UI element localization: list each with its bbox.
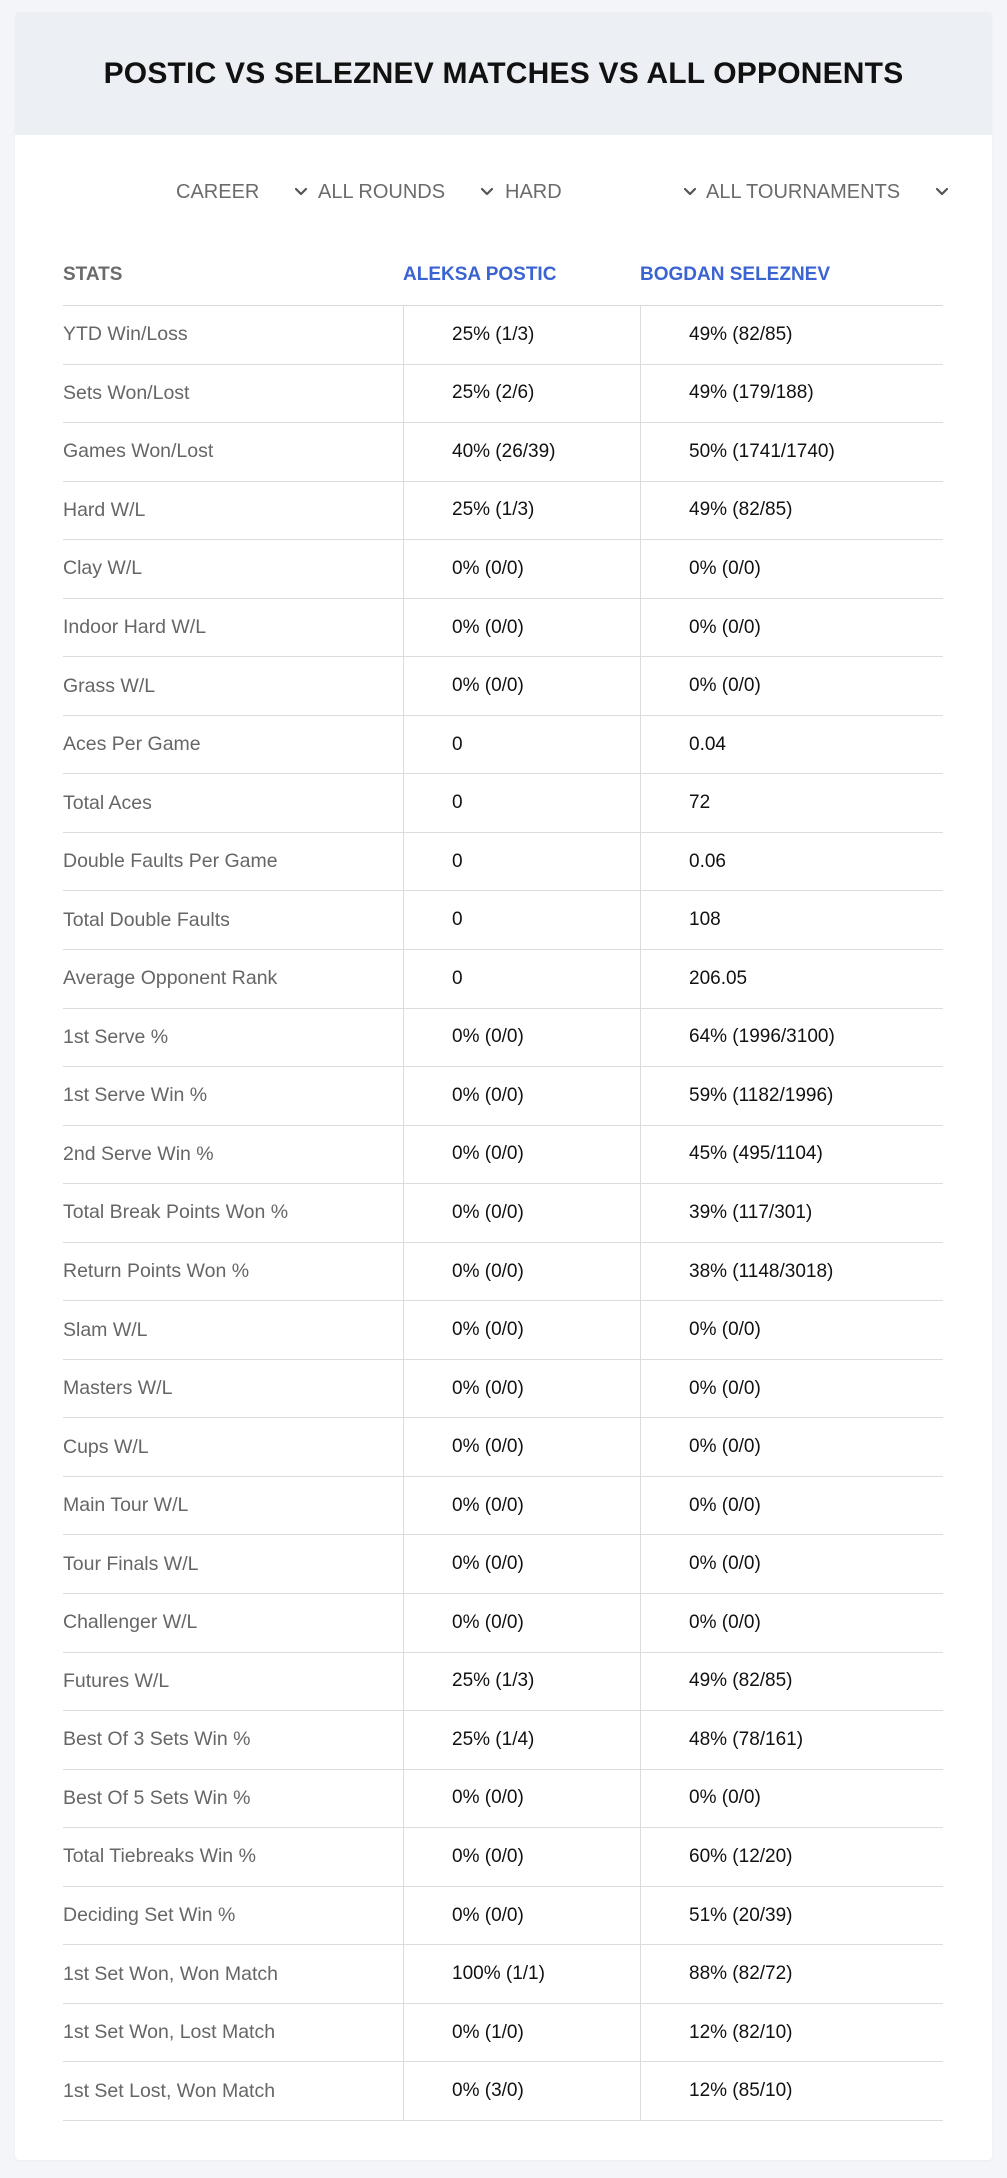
stat-label: 1st Serve Win %	[63, 1084, 208, 1107]
player1-value: 0% (0/0)	[403, 1770, 640, 1828]
table-row	[63, 1301, 943, 1360]
page-title: POSTIC VS SELEZNEV MATCHES VS ALL OPPONENTS	[103, 56, 904, 90]
table-row	[63, 1535, 943, 1594]
player2-value: 108	[640, 891, 943, 949]
stat-label: Total Tiebreaks Win %	[63, 1845, 256, 1868]
table-row	[63, 1184, 943, 1243]
table-row	[63, 833, 943, 892]
player2-value: 0% (0/0)	[640, 1301, 943, 1359]
stat-label: 1st Set Won, Lost Match	[63, 2021, 276, 2044]
player1-value: 0% (0/0)	[403, 1828, 640, 1886]
filter-bar	[15, 172, 992, 212]
table-row	[63, 1653, 943, 1712]
player1-value: 0% (0/0)	[403, 1887, 640, 1945]
table-row	[63, 1945, 943, 2004]
player2-value: 0% (0/0)	[640, 1360, 943, 1418]
player2-value: 88% (82/72)	[640, 1945, 943, 2003]
table-header	[63, 244, 943, 306]
stat-label: Slam W/L	[63, 1318, 148, 1341]
stat-label: Clay W/L	[63, 557, 143, 580]
player2-value: 49% (82/85)	[640, 482, 943, 540]
chevron-down-icon	[679, 181, 701, 203]
player2-value: 50% (1741/1740)	[640, 423, 943, 481]
player2-value: 64% (1996/3100)	[640, 1009, 943, 1067]
rounds-filter-label: ALL ROUNDS	[318, 180, 446, 203]
player1-value: 0% (0/0)	[403, 540, 640, 598]
table-row	[63, 482, 943, 541]
player1-value: 0% (0/0)	[403, 1301, 640, 1359]
player2-value: 38% (1148/3018)	[640, 1243, 943, 1301]
table-row	[63, 1477, 943, 1536]
stat-label: Total Double Faults	[63, 908, 230, 931]
player1-value: 0% (3/0)	[403, 2062, 640, 2120]
player1-value: 0% (0/0)	[403, 657, 640, 715]
stat-label: Challenger W/L	[63, 1611, 198, 1634]
player2-value: 51% (20/39)	[640, 1887, 943, 1945]
player1-value: 0% (0/0)	[403, 1594, 640, 1652]
stat-label: Total Aces	[63, 791, 152, 814]
career-filter-label: CAREER	[176, 180, 260, 203]
stat-label: Sets Won/Lost	[63, 381, 190, 404]
player2-value: 60% (12/20)	[640, 1828, 943, 1886]
table-row	[63, 1009, 943, 1068]
table-row	[63, 1770, 943, 1829]
player1-column-header[interactable]: ALEKSA POSTIC	[403, 263, 557, 285]
player1-value: 0% (0/0)	[403, 1126, 640, 1184]
table-row	[63, 1126, 943, 1185]
table-row	[63, 365, 943, 424]
player1-value: 0% (0/0)	[403, 1477, 640, 1535]
player2-value: 0% (0/0)	[640, 1594, 943, 1652]
stat-label: Return Points Won %	[63, 1260, 250, 1283]
player2-value: 0% (0/0)	[640, 1770, 943, 1828]
stat-label: Deciding Set Win %	[63, 1904, 236, 1927]
player2-value: 48% (78/161)	[640, 1711, 943, 1769]
table-row	[63, 1067, 943, 1126]
player1-value: 0	[403, 950, 640, 1008]
stat-label: Games Won/Lost	[63, 440, 214, 463]
player2-value: 12% (82/10)	[640, 2004, 943, 2062]
table-row	[63, 599, 943, 658]
tournaments-filter-label: ALL TOURNAMENTS	[706, 180, 901, 203]
chevron-down-icon	[290, 181, 312, 203]
player2-value: 45% (495/1104)	[640, 1126, 943, 1184]
player1-value: 0% (1/0)	[403, 2004, 640, 2062]
stat-label: Best Of 5 Sets Win %	[63, 1786, 251, 1809]
player1-value: 25% (1/4)	[403, 1711, 640, 1769]
stat-label: Masters W/L	[63, 1377, 173, 1400]
player2-value: 0% (0/0)	[640, 540, 943, 598]
player2-value: 0.04	[640, 716, 943, 774]
player1-value: 40% (26/39)	[403, 423, 640, 481]
table-row	[63, 1594, 943, 1653]
player2-column-header[interactable]: BOGDAN SELEZNEV	[640, 263, 831, 285]
player1-value: 25% (1/3)	[403, 1653, 640, 1711]
player2-value: 0% (0/0)	[640, 1535, 943, 1593]
stat-label: Indoor Hard W/L	[63, 616, 207, 638]
table-row	[63, 657, 943, 716]
stats-table	[63, 244, 943, 2121]
stat-label: Best Of 3 Sets Win %	[63, 1728, 251, 1751]
player1-value: 0	[403, 716, 640, 774]
player1-value: 0% (0/0)	[403, 599, 640, 657]
stats-column-header: STATS	[63, 263, 123, 285]
table-row	[63, 1711, 943, 1770]
player1-value: 0	[403, 774, 640, 832]
player2-value: 49% (179/188)	[640, 365, 943, 423]
player2-value: 0.06	[640, 833, 943, 891]
player2-value: 72	[640, 774, 943, 832]
player1-value: 0	[403, 833, 640, 891]
player1-value: 25% (1/3)	[403, 482, 640, 540]
stat-label: Main Tour W/L	[63, 1494, 189, 1517]
player1-value: 0% (0/0)	[403, 1360, 640, 1418]
stat-label: 1st Set Lost, Won Match	[63, 2079, 276, 2102]
surface-filter-label: HARD	[505, 180, 562, 203]
stat-label: Aces Per Game	[63, 733, 201, 756]
player2-value: 49% (82/85)	[640, 306, 943, 364]
player1-value: 0	[403, 891, 640, 949]
player1-value: 0% (0/0)	[403, 1067, 640, 1125]
player2-value: 49% (82/85)	[640, 1653, 943, 1711]
table-row	[63, 1828, 943, 1887]
surface-filter[interactable]	[505, 172, 701, 212]
player1-value: 100% (1/1)	[403, 1945, 640, 2003]
stat-label: Hard W/L	[63, 498, 146, 521]
table-row	[63, 1360, 943, 1419]
table-row	[63, 891, 943, 950]
stat-label: YTD Win/Loss	[63, 323, 188, 346]
stat-label: Futures W/L	[63, 1669, 170, 1692]
stat-label: 1st Set Won, Won Match	[63, 1962, 278, 1985]
player1-value: 0% (0/0)	[403, 1418, 640, 1476]
stat-label: Average Opponent Rank	[63, 967, 278, 990]
table-row	[63, 423, 943, 482]
player1-value: 0% (0/0)	[403, 1184, 640, 1242]
stat-label: Double Faults Per Game	[63, 850, 278, 873]
table-row	[63, 1243, 943, 1302]
player2-value: 0% (0/0)	[640, 657, 943, 715]
table-row	[63, 774, 943, 833]
player2-value: 0% (0/0)	[640, 599, 943, 657]
player2-value: 59% (1182/1996)	[640, 1067, 943, 1125]
table-body	[63, 306, 943, 2121]
stat-label: Total Break Points Won %	[63, 1201, 289, 1224]
stat-label: 2nd Serve Win %	[63, 1142, 214, 1165]
stat-label: Grass W/L	[63, 674, 156, 697]
table-row	[63, 1887, 943, 1946]
chevron-down-icon	[476, 181, 498, 203]
stat-label: 1st Serve %	[63, 1025, 169, 1048]
player2-value: 0% (0/0)	[640, 1418, 943, 1476]
career-filter[interactable]	[176, 172, 312, 212]
table-row	[63, 950, 943, 1009]
player2-value: 39% (117/301)	[640, 1184, 943, 1242]
player2-value: 0% (0/0)	[640, 1477, 943, 1535]
player2-value: 206.05	[640, 950, 943, 1008]
stat-label: Tour Finals W/L	[63, 1552, 199, 1575]
player1-value: 0% (0/0)	[403, 1535, 640, 1593]
tournaments-filter[interactable]	[706, 172, 953, 212]
player1-value: 0% (0/0)	[403, 1009, 640, 1067]
chevron-down-icon	[931, 181, 953, 203]
page-header	[15, 12, 992, 135]
table-row	[63, 2004, 943, 2063]
table-row	[63, 716, 943, 775]
table-row	[63, 540, 943, 599]
table-row	[63, 2062, 943, 2121]
table-row	[63, 1418, 943, 1477]
player1-value: 25% (2/6)	[403, 365, 640, 423]
stat-label: Cups W/L	[63, 1435, 149, 1458]
stats-card	[15, 12, 992, 2160]
player2-value: 12% (85/10)	[640, 2062, 943, 2120]
table-row	[63, 306, 943, 365]
player1-value: 25% (1/3)	[403, 306, 640, 364]
player1-value: 0% (0/0)	[403, 1243, 640, 1301]
rounds-filter[interactable]	[318, 172, 498, 212]
